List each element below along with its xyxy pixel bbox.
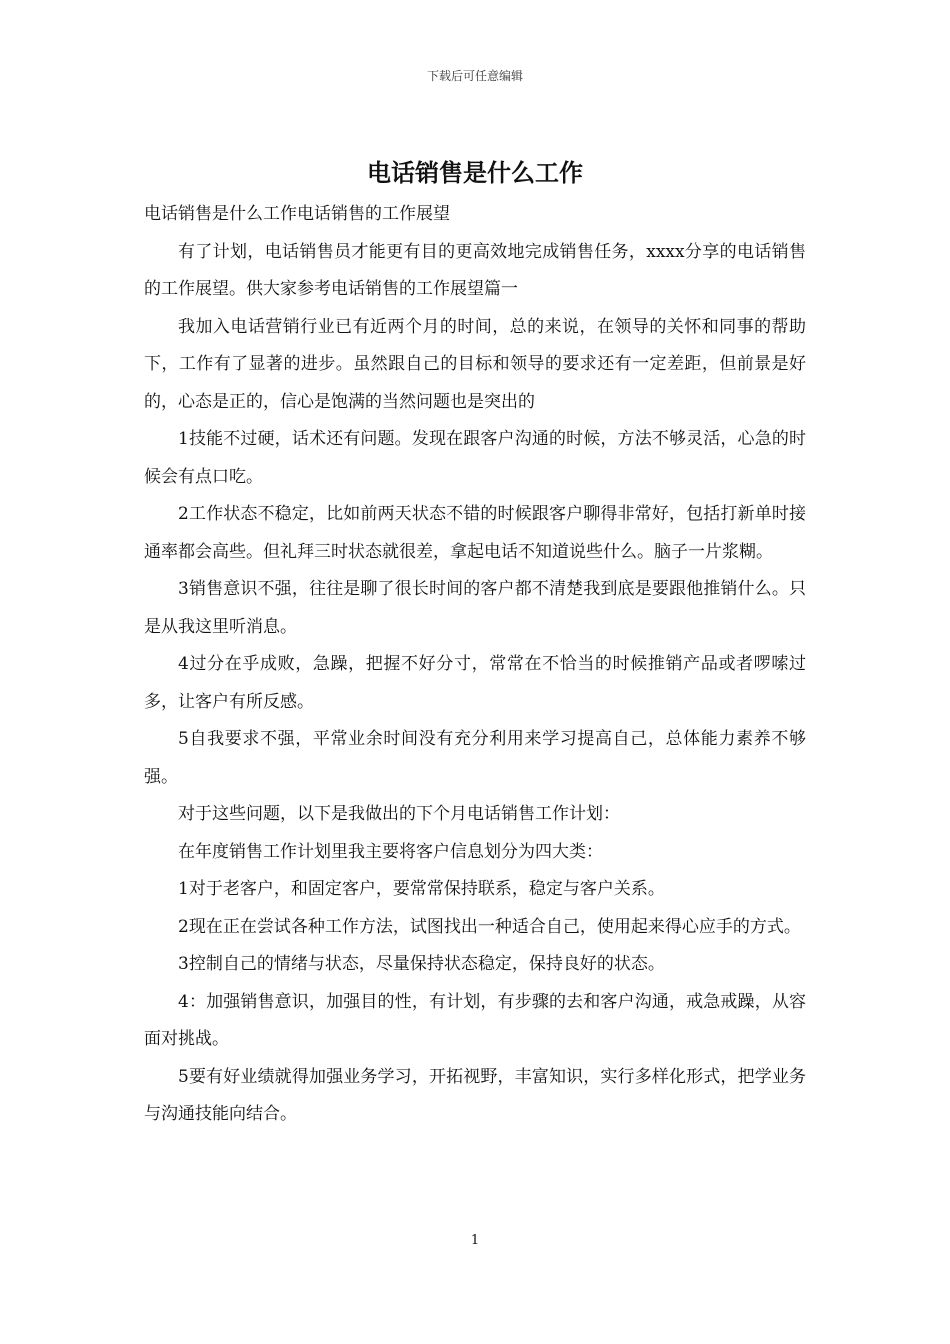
- paragraph: 1对于老客户，和固定客户，要常常保持联系，稳定与客户关系。: [178, 879, 665, 899]
- paragraph: 在年度销售工作计划里我主要将客户信息划分为四大类：: [178, 841, 603, 862]
- paragraph: 3控制自己的情绪与状态，尽量保持状态稳定，保持良好的状态。: [178, 954, 665, 974]
- paragraph: 有了计划，电话销售员才能更有目的更高效地完成销售任务，xxxx分享的电话销售的工作展望。供大家参考电话销售的工作展望篇一: [144, 241, 806, 299]
- header-note: 下载后可任意编辑: [426, 69, 523, 83]
- paragraph: 3销售意识不强，往往是聊了很长时间的客户都不清楚我到底是要跟他推销什么。只是从我这里听消息。: [144, 579, 806, 637]
- document-title: 电话销售是什么工作: [367, 158, 583, 187]
- paragraph: 4：加强销售意识，加强目的性，有计划，有步骤的去和客户沟通，戒急戒躁，从容面对挑战。: [144, 991, 806, 1049]
- page-number: 1: [470, 1233, 480, 1248]
- paragraph: 对于这些问题，以下是我做出的下个月电话销售工作计划：: [178, 804, 620, 824]
- paragraph: 2工作状态不稳定，比如前两天状态不错的时候跟客户聊得非常好，包括打新单时接通率都会高些。但礼拜三时状态就很差，拿起电话不知道说些什么。脑子一片浆糊。: [144, 504, 806, 562]
- document-body: [144, 196, 806, 1134]
- paragraph: 5要有好业绩就得加强业务学习，开拓视野，丰富知识，实行多样化形式，把学业务与沟通技能向结合。: [144, 1066, 806, 1124]
- paragraph-subtitle: 电话销售是什么工作电话销售的工作展望: [144, 204, 450, 224]
- paragraph: 5自我要求不强，平常业余时间没有充分利用来学习提高自己，总体能力素养不够强。: [144, 729, 806, 787]
- paragraph: 2现在正在尝试各种工作方法，试图找出一种适合自己，使用起来得心应手的方式。: [178, 916, 801, 937]
- paragraph: 4过分在乎成败，急躁，把握不好分寸，常常在不恰当的时候推销产品或者啰嗦过多，让客户有所反感。: [144, 654, 806, 712]
- paragraph: 1技能不过硬，话术还有问题。发现在跟客户沟通的时候，方法不够灵活，心急的时候会有点口吃。: [144, 429, 806, 487]
- paragraph: 我加入电话营销行业已有近两个月的时间，总的来说，在领导的关怀和同事的帮助下，工作有了显著的进步。虽然跟自己的目标和领导的要求还有一定差距，但前景是好的，心态是正的，信心是饱满的当然问题也是突出的: [144, 316, 806, 412]
